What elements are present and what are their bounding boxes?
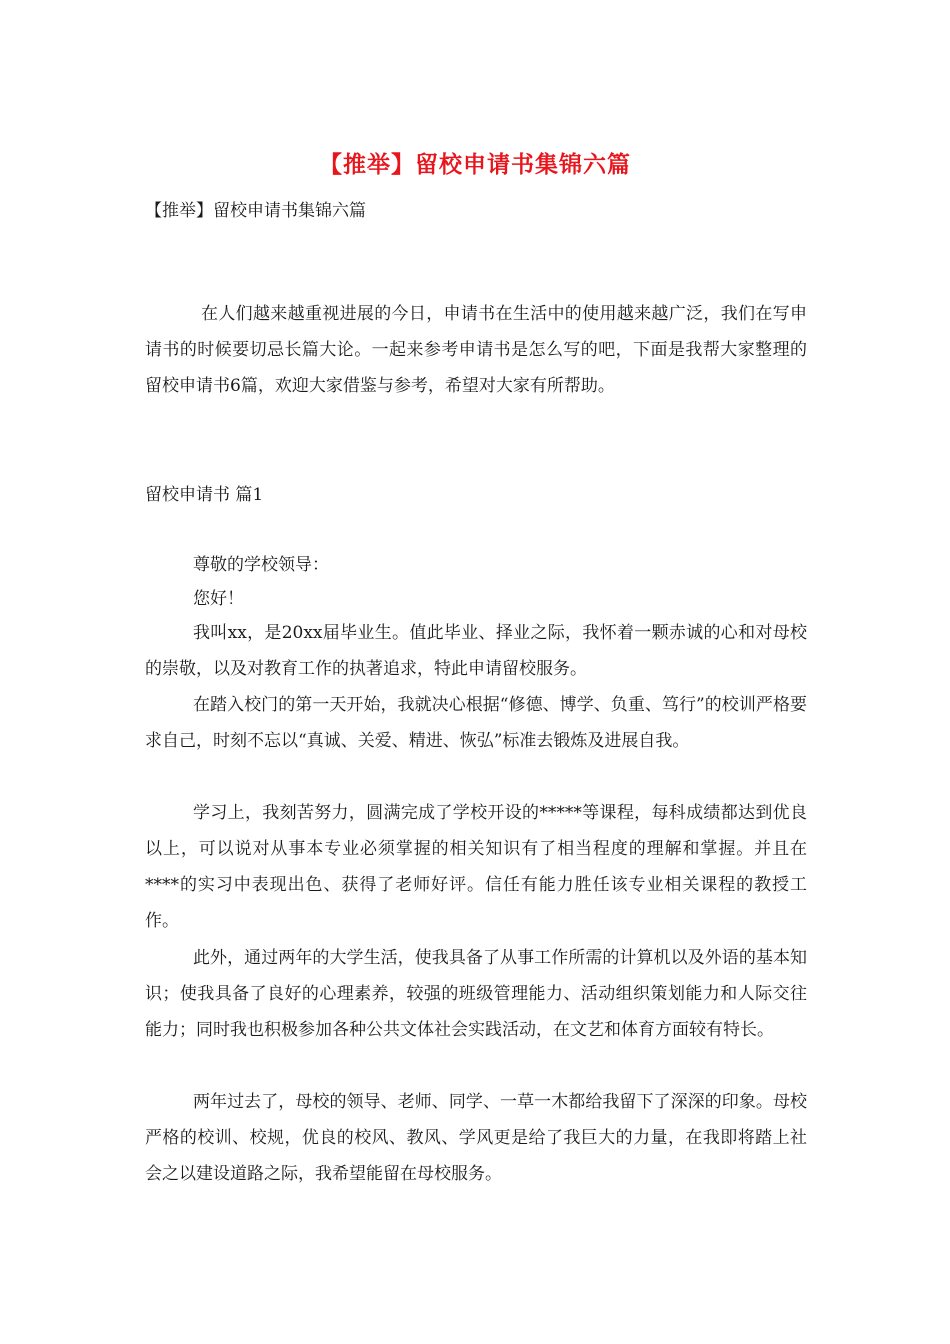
body-paragraph: 学习上，我刻苦努力，圆满完成了学校开设的*****等课程，每科成绩都达到优良以上，可以说对从事本专业必须掌握的相关知识有了相当程度的理解和掌握。并且在****的实习中表现出色、获得了老师好评。信任有能力胜任该专业相关课程的教授工作。 [145,803,807,931]
salutation: 尊敬的学校领导： [193,555,329,575]
greeting: 您好！ [193,589,244,609]
body-paragraph: 我叫xx，是20xx届毕业生。值此毕业、择业之际，我怀着一颗赤诚的心和对母校的崇敬，以及对教育工作的执著追求，特此申请留校服务。 [145,623,807,679]
document-title: 【推举】留校申请书集锦六篇 [319,152,631,178]
body-paragraph: 此外，通过两年的大学生活，使我具备了从事工作所需的计算机以及外语的基本知识；使我具备了良好的心理素养，较强的班级管理能力、活动组织策划能力和人际交往能力；同时我也积极参加各种公共文体社会实践活动，在文艺和体育方面较有特长。 [145,948,807,1040]
section-heading: 留校申请书 篇1 [145,485,264,505]
body-paragraph: 在踏入校门的第一天开始，我就决心根据“修德、博学、负重、笃行”的校训严格要求自己，时刻不忘以“真诚、关爱、精进、恢弘”标准去锻炼及进展自我。 [145,695,807,751]
document-subtitle: 【推举】留校申请书集锦六篇 [145,201,366,221]
intro-paragraph: 在人们越来越重视进展的今日，申请书在生活中的使用越来越广泛，我们在写申请书的时候要切忌长篇大论。一起来参考申请书是怎么写的吧，下面是我帮大家整理的留校申请书6篇，欢迎大家借鉴与参考，希望对大家有所帮助。 [145,304,807,396]
body-paragraph: 两年过去了，母校的领导、老师、同学、一草一木都给我留下了深深的印象。母校严格的校训、校规，优良的校风、教风、学风更是给了我巨大的力量，在我即将踏上社会之以建设道路之际，我希望能留在母校服务。 [145,1092,807,1184]
